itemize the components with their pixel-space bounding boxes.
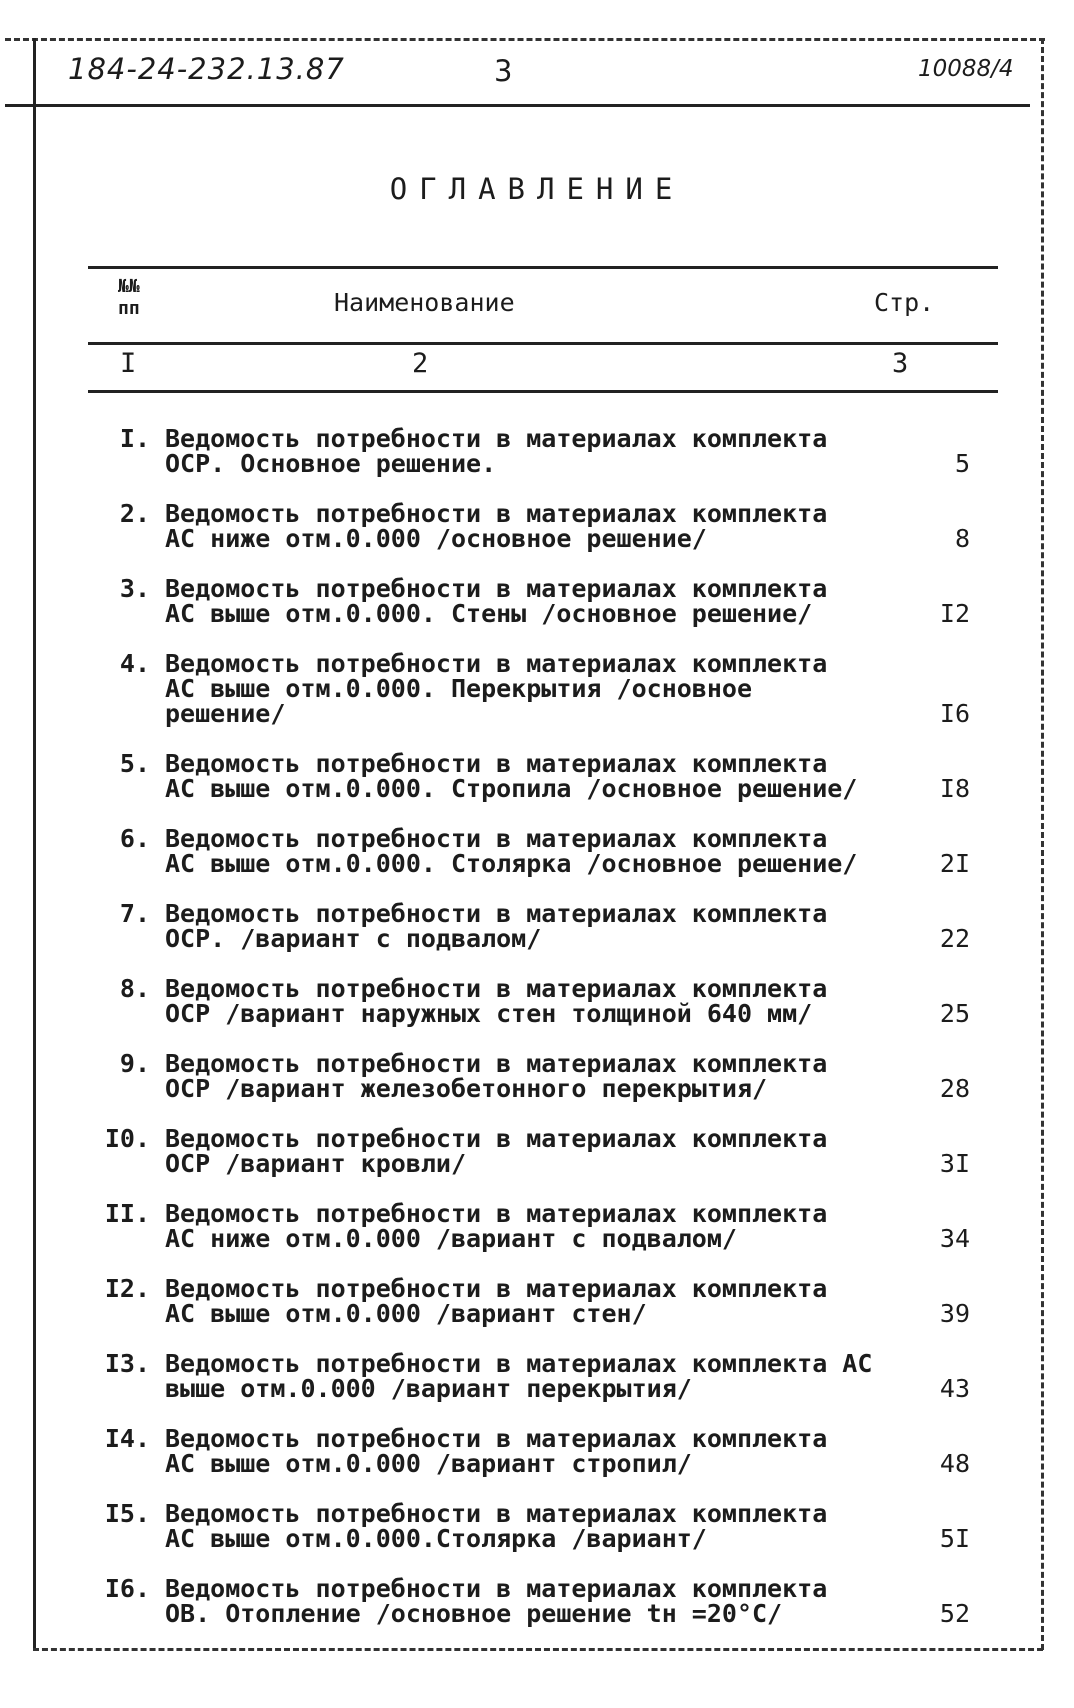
toc-entry-number: 7. bbox=[119, 899, 150, 928]
toc-entry-title-line: Ведомость потребности в материалах комплекта bbox=[165, 1499, 828, 1528]
toc-entry bbox=[88, 1276, 998, 1326]
toc-entry-title bbox=[165, 426, 905, 476]
toc-entry-number: 6. bbox=[119, 824, 150, 853]
toc-entry bbox=[88, 576, 998, 626]
toc-entry-page: I8 bbox=[939, 774, 970, 803]
toc-entry-title bbox=[165, 826, 905, 876]
toc-entry bbox=[88, 1501, 998, 1551]
toc-entry bbox=[88, 1576, 998, 1626]
toc-entry-page: I2 bbox=[939, 599, 970, 628]
toc-entry-title bbox=[165, 751, 905, 801]
column-header-name: Наименование bbox=[334, 288, 515, 317]
toc-entry-number: 8. bbox=[119, 974, 150, 1003]
toc-entry-title-line: АС выше отм.0.000. Стропила /основное решение/ bbox=[165, 774, 858, 803]
toc-entry-number: I5. bbox=[104, 1499, 150, 1528]
toc-entry-title-line: АС выше отм.0.000. Перекрытия /основное bbox=[165, 674, 752, 703]
toc-entry-number: 3. bbox=[119, 574, 150, 603]
toc-entry-title bbox=[165, 1126, 905, 1176]
toc-entry-title bbox=[165, 1276, 905, 1326]
toc-entry-title-line: АС выше отм.0.000 /вариант стропил/ bbox=[165, 1449, 692, 1478]
toc-entry-title-line: Ведомость потребности в материалах комплекта bbox=[165, 1424, 828, 1453]
toc-entry-title bbox=[165, 1201, 905, 1251]
toc-entry-page: I6 bbox=[939, 699, 970, 728]
toc-entry-title-line: Ведомость потребности в материалах комплекта bbox=[165, 1124, 828, 1153]
toc-entry bbox=[88, 1051, 998, 1101]
toc-entry-page: 34 bbox=[939, 1224, 970, 1253]
toc-entry-title-line: ОСР /вариант наружных стен толщиной 640 мм/ bbox=[165, 999, 813, 1028]
toc-entry-title-line: Ведомость потребности в материалах комплекта bbox=[165, 824, 828, 853]
toc-entry-number: 9. bbox=[119, 1049, 150, 1078]
toc-entry-number: II. bbox=[104, 1199, 150, 1228]
toc-entry-title-line: ОСР /вариант железобетонного перекрытия/ bbox=[165, 1074, 768, 1103]
toc-entry-title-line: Ведомость потребности в материалах комплекта bbox=[165, 749, 828, 778]
toc-entry-page: 8 bbox=[954, 524, 970, 553]
toc-entry bbox=[88, 1126, 998, 1176]
toc-entry-title bbox=[165, 1576, 905, 1626]
column-number-1: I bbox=[120, 348, 137, 379]
toc-entry-title-line: ОСР. /вариант с подвалом/ bbox=[165, 924, 542, 953]
toc-entry-page: 25 bbox=[939, 999, 970, 1028]
toc-entry-title bbox=[165, 651, 905, 726]
toc-entry bbox=[88, 1351, 998, 1401]
toc-entry-title-line: Ведомость потребности в материалах комплекта bbox=[165, 1199, 828, 1228]
frame-right-border bbox=[1041, 38, 1044, 1650]
column-header-number-line1: №№ bbox=[118, 276, 140, 297]
toc-entry-page: 39 bbox=[939, 1299, 970, 1328]
toc-entry-page: 43 bbox=[939, 1374, 970, 1403]
toc-entry-title-line: АС выше отм.0.000 /вариант стен/ bbox=[165, 1299, 647, 1328]
toc-entry bbox=[88, 651, 998, 726]
table-header-rule bbox=[88, 342, 998, 345]
toc-entry-title-line: решение/ bbox=[165, 699, 286, 728]
column-header-page: Стр. bbox=[874, 288, 935, 317]
toc-entry-page: 5I bbox=[939, 1524, 970, 1553]
toc-entry-title-line: Ведомость потребности в материалах комплекта bbox=[165, 574, 828, 603]
toc-entry-title-line: АС ниже отм.0.000 /вариант с подвалом/ bbox=[165, 1224, 737, 1253]
toc-entry-page: 48 bbox=[939, 1449, 970, 1478]
toc-entry-title bbox=[165, 976, 905, 1026]
toc-entry-title-line: ОСР. Основное решение. bbox=[165, 449, 497, 478]
toc-entry bbox=[88, 501, 998, 551]
column-header-number bbox=[118, 276, 140, 320]
toc-entry-title-line: АС ниже отм.0.000 /основное решение/ bbox=[165, 524, 707, 553]
toc-entry-number: I. bbox=[119, 424, 150, 453]
toc-entry-title bbox=[165, 1051, 905, 1101]
page-number: 3 bbox=[494, 54, 513, 88]
toc-entry-title bbox=[165, 501, 905, 551]
toc-entry-number: I4. bbox=[104, 1424, 150, 1453]
toc-entry-title-line: Ведомость потребности в материалах комплекта bbox=[165, 974, 828, 1003]
toc-entry bbox=[88, 1201, 998, 1251]
toc-entry-number: I3. bbox=[104, 1349, 150, 1378]
toc-entry-title-line: АС выше отм.0.000. Стены /основное решение/ bbox=[165, 599, 813, 628]
toc-entry-title-line: выше отм.0.000 /вариант перекрытия/ bbox=[165, 1374, 692, 1403]
toc-entry-page: 3I bbox=[939, 1149, 970, 1178]
toc-entry-page: 2I bbox=[939, 849, 970, 878]
toc-entry-title-line: Ведомость потребности в материалах комплекта bbox=[165, 1574, 828, 1603]
toc-entry-page: 22 bbox=[939, 924, 970, 953]
toc-entry-number: 5. bbox=[119, 749, 150, 778]
toc-entry-title bbox=[165, 901, 905, 951]
toc-entry-title-line: Ведомость потребности в материалах комплекта bbox=[165, 649, 828, 678]
toc-entry-title-line: АС выше отм.0.000. Столярка /основное решение/ bbox=[165, 849, 858, 878]
table-numbers-rule bbox=[88, 390, 998, 393]
frame-bottom-border bbox=[33, 1648, 1043, 1651]
toc-entry bbox=[88, 976, 998, 1026]
toc-entry-number: I6. bbox=[104, 1574, 150, 1603]
toc-entry bbox=[88, 826, 998, 876]
toc-entry bbox=[88, 426, 998, 476]
toc-entry-title-line: Ведомость потребности в материалах комплекта АС bbox=[165, 1349, 873, 1378]
toc-entry-number: I2. bbox=[104, 1274, 150, 1303]
toc-entry bbox=[88, 751, 998, 801]
frame-left-border bbox=[33, 38, 36, 1650]
toc-entry-title-line: Ведомость потребности в материалах комплекта bbox=[165, 1274, 828, 1303]
toc-entry-title-line: ОСР /вариант кровли/ bbox=[165, 1149, 467, 1178]
toc-entry bbox=[88, 901, 998, 951]
toc-entry-title-line: ОВ. Отопление /основное решение tн =20°С/ bbox=[165, 1599, 783, 1628]
document-code: 184-24-232.13.87 bbox=[68, 52, 345, 86]
toc-entry-number: I0. bbox=[104, 1124, 150, 1153]
toc-entry-title bbox=[165, 1426, 905, 1476]
toc-entry-title bbox=[165, 1351, 905, 1401]
toc-entry-page: 52 bbox=[939, 1599, 970, 1628]
column-header-number-line2: пп bbox=[118, 298, 140, 319]
column-number-3: 3 bbox=[892, 348, 909, 379]
column-number-2: 2 bbox=[412, 348, 429, 379]
toc-entry bbox=[88, 1426, 998, 1476]
toc-entry-page: 5 bbox=[954, 449, 970, 478]
toc-entry-title-line: Ведомость потребности в материалах комплекта bbox=[165, 424, 828, 453]
toc-entries bbox=[88, 426, 998, 1626]
archive-number: 10088/4 bbox=[918, 56, 1014, 82]
toc-entry-title bbox=[165, 1501, 905, 1551]
page-title: ОГЛАВЛЕНИЕ bbox=[389, 172, 685, 206]
header-rule bbox=[5, 104, 1030, 107]
toc-entry-title-line: АС выше отм.0.000.Столярка /вариант/ bbox=[165, 1524, 707, 1553]
toc-entry-page: 28 bbox=[939, 1074, 970, 1103]
frame-top-border bbox=[5, 38, 1045, 41]
toc-entry-number: 4. bbox=[119, 649, 150, 678]
toc-entry-title bbox=[165, 576, 905, 626]
toc-entry-title-line: Ведомость потребности в материалах комплекта bbox=[165, 499, 828, 528]
toc-entry-title-line: Ведомость потребности в материалах комплекта bbox=[165, 899, 828, 928]
table-top-rule bbox=[88, 266, 998, 269]
toc-entry-title-line: Ведомость потребности в материалах комплекта bbox=[165, 1049, 828, 1078]
toc-entry-number: 2. bbox=[119, 499, 150, 528]
